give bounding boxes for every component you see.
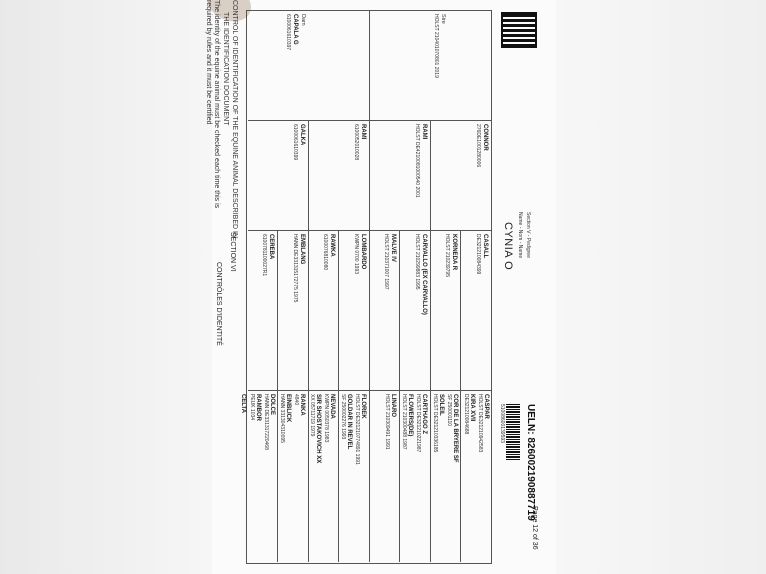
dam-label: Dam (300, 14, 306, 26)
fourth-line-id: 6100061610399 (292, 124, 298, 161)
grand-sire-7-name: LINARO (390, 394, 396, 417)
grand-sire-9-id: SF 250002276 1993 (340, 394, 346, 440)
divider-row-sire (369, 10, 370, 120)
fourth-line-dam-id: 6100781100027R1 (261, 234, 267, 277)
grand-sire-15-id: PEUK 1034 (249, 394, 255, 421)
grand-sire-7-id: HOLST 210309491 1991 (384, 394, 390, 450)
grand-sire-6-name: FLOWERS(DE) (407, 394, 413, 437)
sire-line-dam-id: HOLST 210239795 (444, 234, 450, 277)
dam-line-name: RAMI (421, 124, 427, 140)
grand-sire-10-id: KWPN 0050378 1983 (323, 394, 329, 443)
sire-line-sire-name: CASALL (482, 234, 488, 259)
fourth-line-sire-id: HANN DE331315172775 1975 (292, 234, 298, 303)
third-line-dam-name: RAWKA (329, 234, 335, 257)
grand-sire-12-id: 4840 (293, 394, 299, 406)
third-line-sire-name: LOMBARDO (360, 234, 366, 270)
barcode (506, 404, 520, 460)
grand-sire-8-name: FLOREK (360, 394, 366, 419)
dam-line-id: HOLST DE4210081000540 2001 (414, 124, 420, 198)
grand-sire-1-name: CASPAR (483, 394, 489, 419)
fourth-line-sire-name: EMBLANG (299, 234, 305, 265)
grand-sire-4-name: SOLEIL (438, 394, 444, 416)
dam-line-sire-id: HOLST 210299883 1995 (414, 234, 420, 290)
grand-sire-10-name: NEVADA (329, 394, 335, 419)
third-line-dam-id: 6100076810080 (322, 234, 328, 271)
barcode-number: 51008600139593 (499, 404, 505, 443)
grand-sire-8-id: HOLST DE321210774891 1991 (354, 394, 360, 465)
grand-sire-2-name: KIRA XVII (469, 394, 475, 422)
section-vi-title-line2: THE IDENTIFICATION DOCUMENT (222, 12, 229, 126)
section-vi-body-line1: The identity of the equine animal must be checked each time this is (213, 0, 220, 209)
sire-line-id: 276DE1001280006 (475, 124, 481, 168)
grand-sire-3-name: COR DE LA BRYERE SF (452, 394, 458, 463)
grand-sire-6-id: HOLST 210300488 1987 (401, 394, 407, 450)
divider-row-a1 (460, 230, 461, 562)
divider-col-2 (248, 230, 492, 231)
section-vi-subheading: CONTRÔLES D'IDENTITÉ (215, 262, 222, 346)
divider-col-3 (248, 390, 492, 391)
section-title: Section V - Pedigree (525, 212, 531, 258)
grand-sire-2-id: DE321210084688 (463, 394, 469, 435)
sire-line-sire-id: DE321210084399 (475, 234, 481, 275)
left-info-label: CAPALA G (292, 14, 298, 45)
subject-id: HOLST 210401070801 2019 (433, 14, 439, 78)
sire-line-dam-name: KORNEDA R (451, 234, 457, 271)
grand-sire-13-name: EINBLICK (285, 394, 291, 423)
grand-sire-5-id: HOLST DE321210221987 (415, 394, 421, 453)
grand-sire-11-name: SIR SHOSTAKOVICH XX (315, 394, 321, 464)
section-vi-heading: SECTION VI (229, 232, 236, 272)
grand-sire-4-id: HOLST DE321210336185 (432, 394, 438, 453)
section-vi-body-line2: required by rules and it must be certified (205, 0, 212, 125)
left-info-id: 6100061610397 (285, 14, 291, 51)
grand-sire-12-name: RANKA (299, 394, 305, 416)
third-line-sire-id: KWPN 0700 1993 (353, 234, 359, 275)
section-vi-title-line1: CONTROL OF IDENTIFICATION OF THE EQUINE ANIMAL DESCRIBED IN (231, 0, 238, 239)
dam-line-dam-name: MALVE IV (390, 234, 396, 262)
grand-sire-16-name: CELTA (240, 394, 246, 414)
third-line-id: 6100052010028 (353, 124, 359, 161)
horse-name: CYNIA O (502, 222, 514, 271)
grand-sire-3-id: SF 250001110 (446, 394, 452, 427)
background-right (556, 0, 766, 574)
name-label: Name - Nom - Name (517, 212, 523, 259)
fourth-line-name: GALKA (299, 124, 305, 146)
grand-sire-14-name: DOLCE (269, 394, 275, 415)
page-number: Page 12 of 36 (531, 506, 538, 550)
ueln: UELN: 826002190887719 (525, 404, 536, 521)
divider-row-b (369, 120, 370, 562)
grand-sire-9-name: GOLDAR IN REVEL (346, 394, 352, 450)
dam-line-sire-name: CARVALLO (EX CARVALLO) (421, 234, 427, 315)
divider-col-1 (248, 120, 492, 121)
background-left (0, 0, 212, 574)
third-line-name: RAMI (360, 124, 366, 140)
grand-sire-1-id: HOLST DE321210942583 (477, 394, 483, 453)
dam-line-dam-id: HOLST 210371007 1997 (383, 234, 389, 290)
subject-label: Sire (440, 14, 446, 24)
fourth-line-dam-name: CEREBA (268, 234, 274, 260)
grand-sire-14-id: HANN DE331317220468 (263, 394, 269, 450)
grand-sire-5-name: CARTHAGO Z (421, 394, 427, 434)
divider-row-c (308, 120, 309, 562)
rotated-document (205, 0, 556, 574)
grand-sire-13-id: HANN 331304310095 (279, 394, 285, 443)
passport-page (205, 0, 556, 574)
sire-line-name: CONNOR (482, 124, 488, 151)
grand-sire-11-id: XX 05711719 1979 (309, 394, 315, 437)
grand-sire-15-name: RAMBOR (255, 394, 261, 421)
divider-row-a (430, 120, 431, 562)
qr-code (501, 12, 537, 48)
